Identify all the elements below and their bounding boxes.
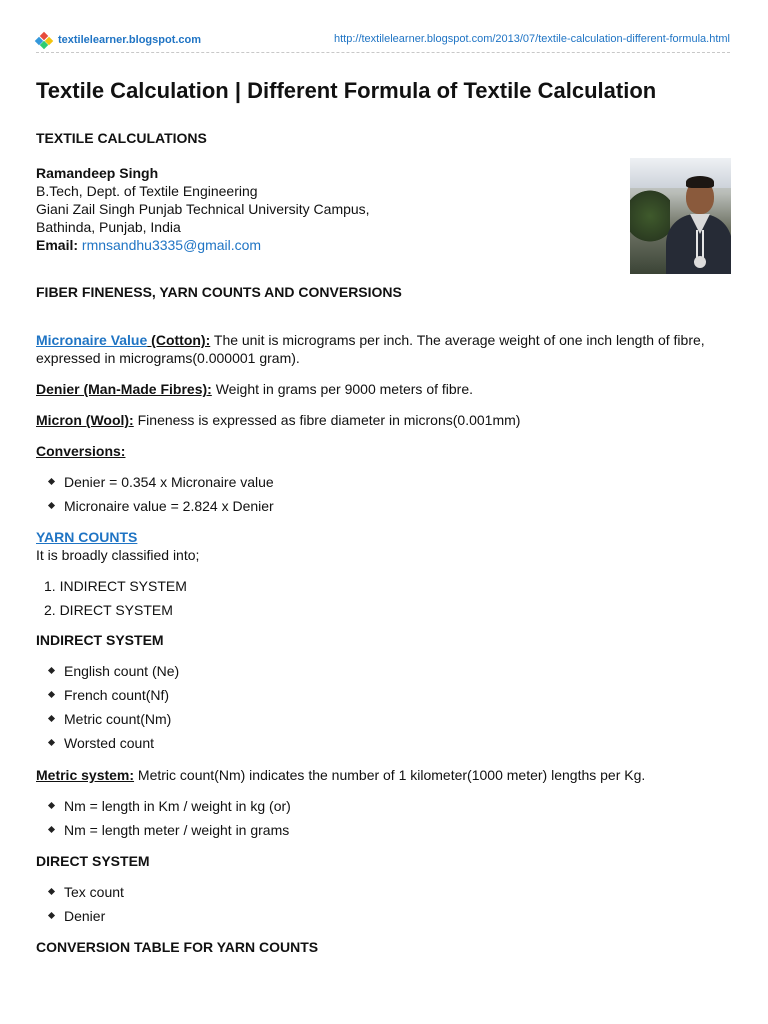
site-name[interactable]: textilelearner.blogspot.com xyxy=(58,34,202,46)
list-item: 1. INDIRECT SYSTEM xyxy=(44,578,187,594)
list-item: Tex count xyxy=(36,883,124,907)
list-item: 2. DIRECT SYSTEM xyxy=(44,602,173,618)
list-item: French count(Nf) xyxy=(36,686,179,710)
author-photo xyxy=(630,158,731,274)
author-campus: Giani Zail Singh Punjab Technical University Campus, xyxy=(36,201,370,217)
page-title: Textile Calculation | Different Formula of Textile Calculation xyxy=(36,78,657,103)
micronaire-text: The unit is micrograms per inch. The average weight of one inch length of fibre, xyxy=(210,332,705,348)
indirect-list xyxy=(36,662,179,758)
denier-text: Weight in grams per 9000 meters of fibre. xyxy=(211,381,474,397)
author-email-line xyxy=(36,236,370,254)
list-item: Micronaire value = 2.824 x Denier xyxy=(36,497,274,521)
author-name: Ramandeep Singh xyxy=(36,165,159,181)
micronaire-label: (Cotton): xyxy=(147,332,211,348)
conversions-list xyxy=(36,473,274,521)
author-degree: B.Tech, Dept. of Textile Engineering xyxy=(36,183,258,199)
list-item: Worsted count xyxy=(36,734,179,758)
list-item: Metric count(Nm) xyxy=(36,710,179,734)
email-label: Email: xyxy=(36,237,79,253)
micronaire-paragraph xyxy=(36,331,716,367)
section-heading-calculations: TEXTILE CALCULATIONS xyxy=(36,130,207,146)
micron-text: Fineness is expressed as fibre diameter in microns(0.001mm) xyxy=(133,412,521,428)
direct-heading: DIRECT SYSTEM xyxy=(36,853,150,869)
metric-text: Metric count(Nm) indicates the number of 1 kilometer(1000 meter) lengths per Kg. xyxy=(134,767,646,783)
micron-label: Micron (Wool): xyxy=(36,412,134,428)
page-url[interactable]: http://textilelearner.blogspot.com/2013/07/textile-calculation-different-formula.html xyxy=(333,33,730,45)
page-header xyxy=(36,30,730,53)
author-block xyxy=(36,164,370,254)
indirect-heading: INDIRECT SYSTEM xyxy=(36,632,164,648)
list-item: Denier = 0.354 x Micronaire value xyxy=(36,473,274,497)
denier-label: Denier (Man-Made Fibres): xyxy=(36,381,212,397)
metric-label: Metric system: xyxy=(36,767,135,783)
metric-paragraph xyxy=(36,766,645,784)
yarn-counts-link[interactable]: YARN COUNTS xyxy=(36,529,138,545)
yarn-intro xyxy=(36,528,199,564)
direct-list xyxy=(36,883,124,931)
section-heading-fiber: FIBER FINENESS, YARN COUNTS AND CONVERSIONS xyxy=(36,284,402,300)
systems-list xyxy=(36,577,187,625)
list-item: Nm = length meter / weight in grams xyxy=(36,821,291,845)
conversions-label: Conversions: xyxy=(36,443,126,459)
metric-list xyxy=(36,797,291,845)
yarn-intro-text: It is broadly classified into; xyxy=(36,547,200,563)
list-item: Denier xyxy=(36,907,124,931)
denier-paragraph xyxy=(36,380,473,398)
micronaire-line-2: expressed in micrograms(0.000001 gram). xyxy=(36,350,300,366)
micronaire-link[interactable]: Micronaire Value xyxy=(36,332,148,348)
email-link[interactable]: rmnsandhu3335@gmail.com xyxy=(81,237,262,253)
conversion-table-heading: CONVERSION TABLE FOR YARN COUNTS xyxy=(36,939,319,955)
author-location: Bathinda, Punjab, India xyxy=(36,219,181,235)
micron-paragraph xyxy=(36,411,520,429)
list-item: English count (Ne) xyxy=(36,662,179,686)
list-item: Nm = length in Km / weight in kg (or) xyxy=(36,797,291,821)
micronaire-line-1 xyxy=(36,331,716,349)
colorful-diamond-logo-icon xyxy=(36,33,52,47)
site-link[interactable] xyxy=(36,33,201,47)
